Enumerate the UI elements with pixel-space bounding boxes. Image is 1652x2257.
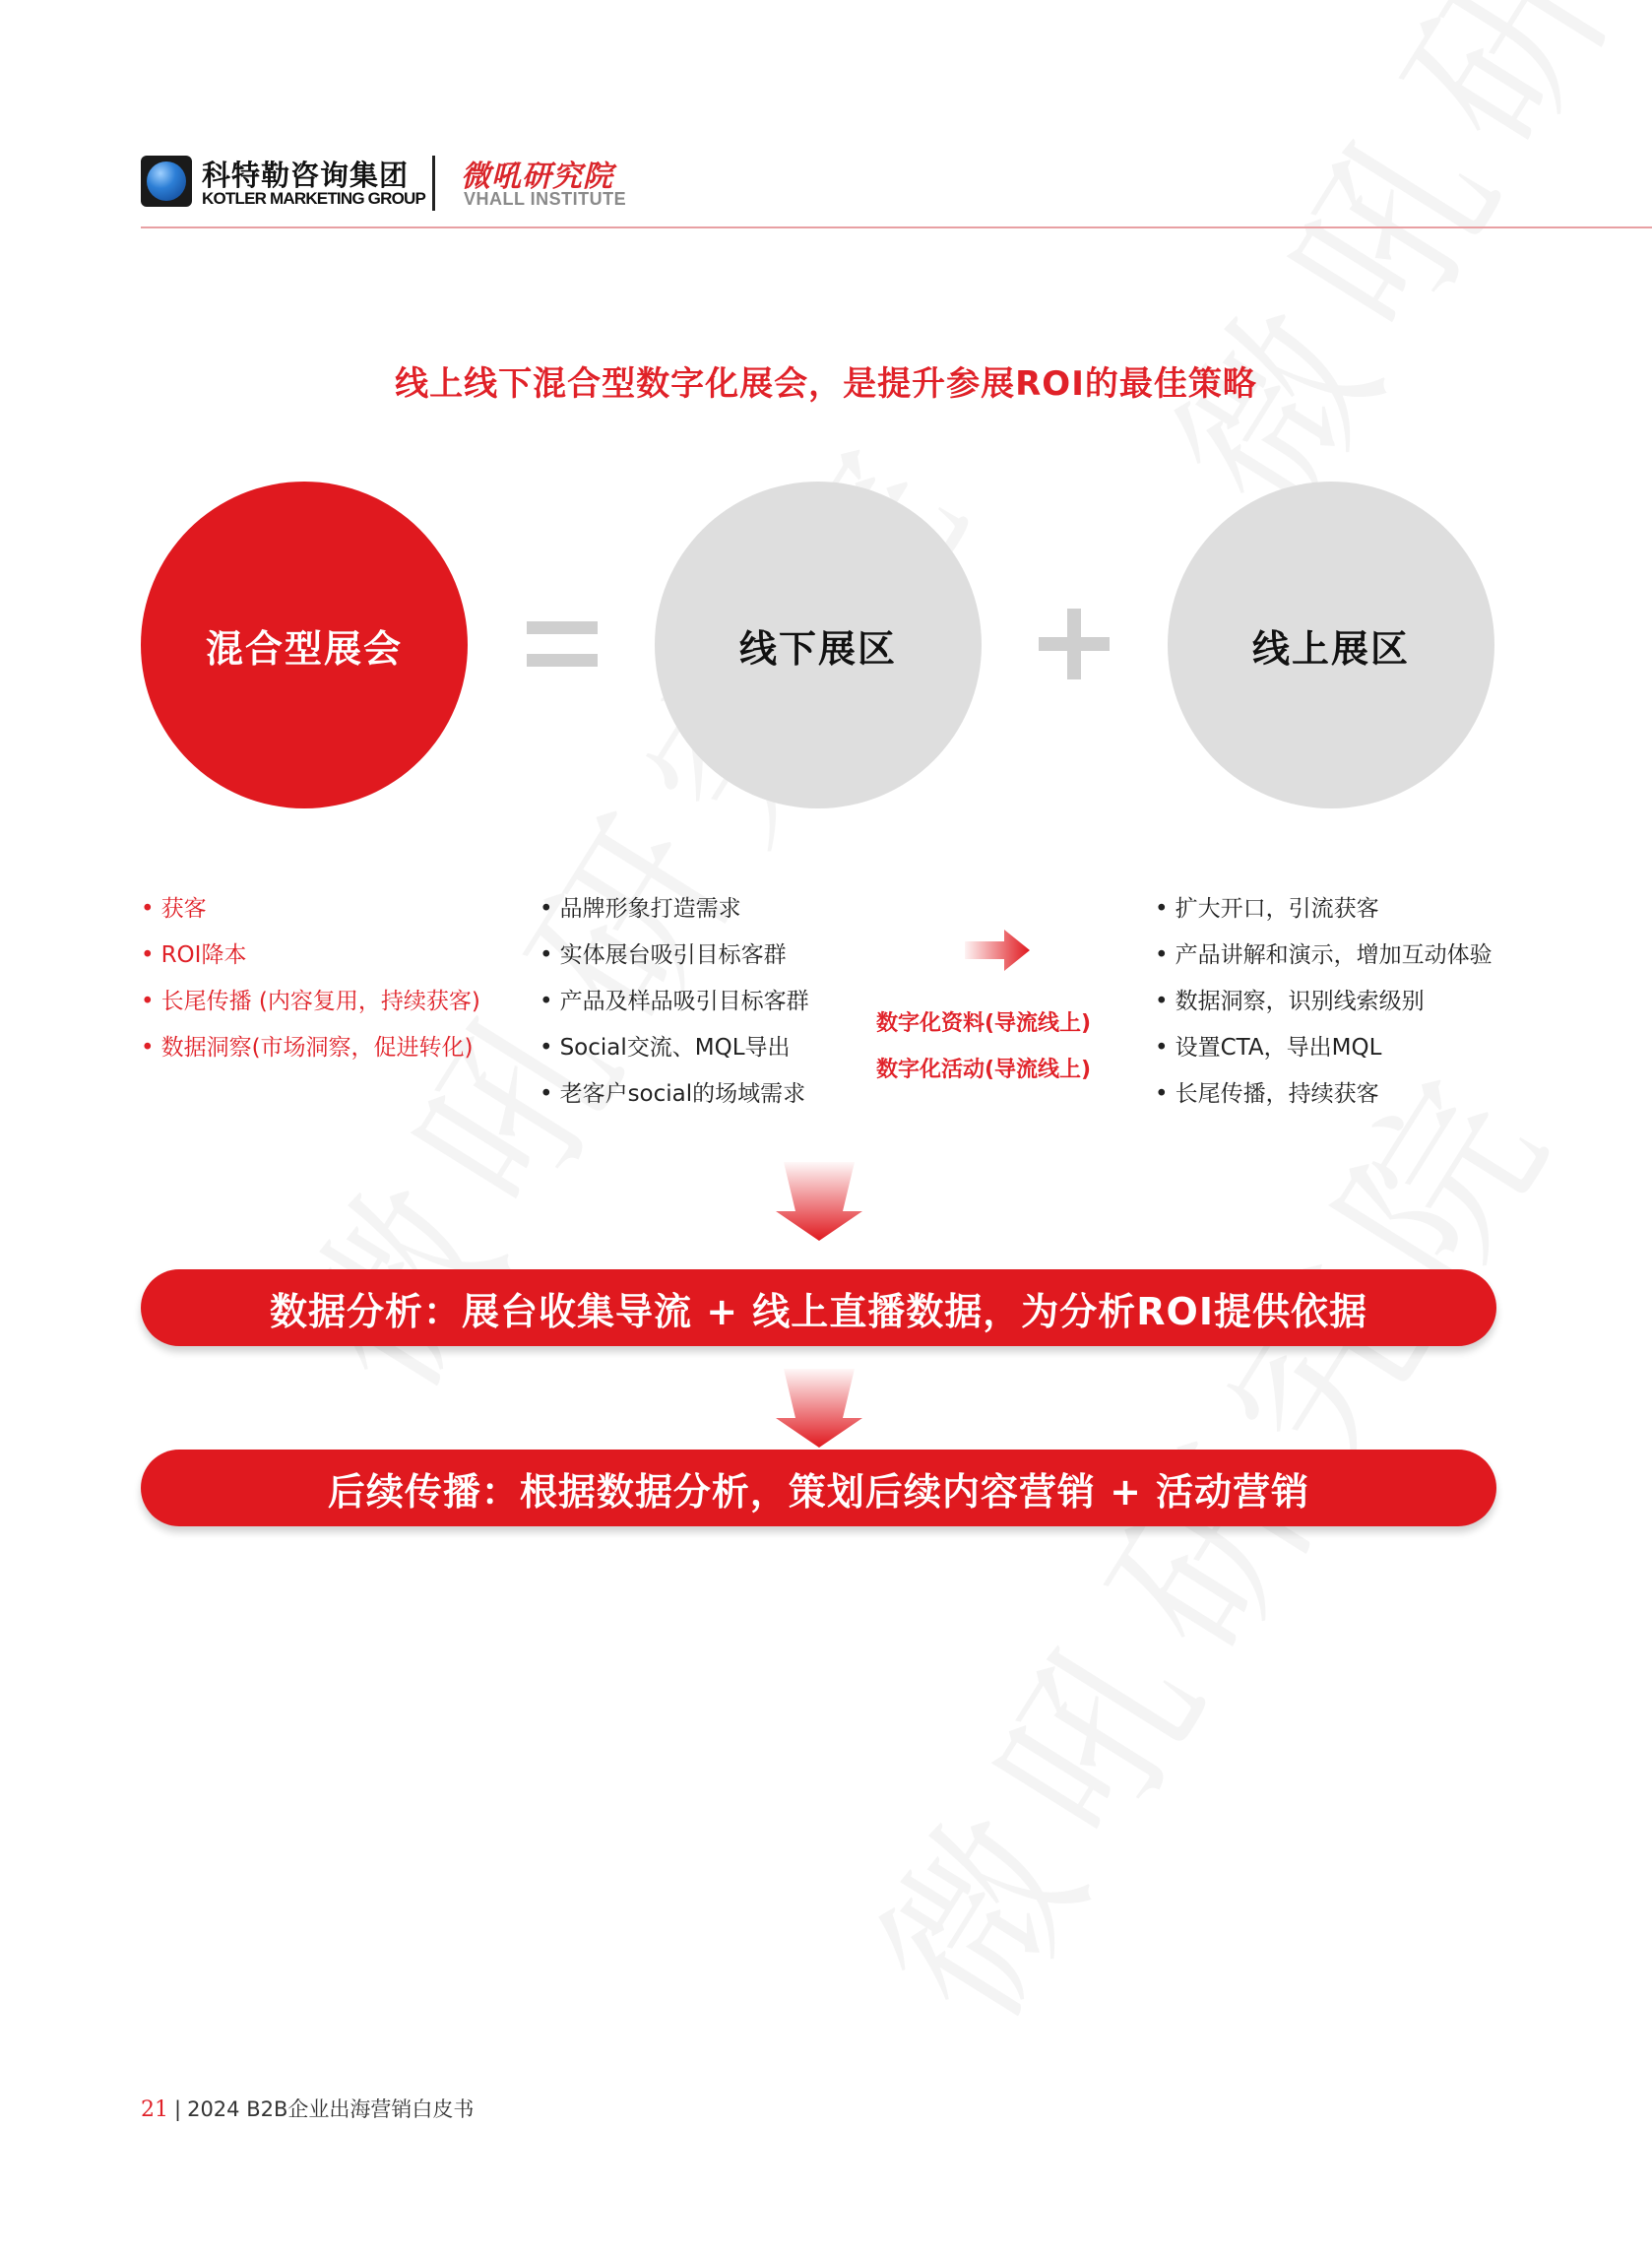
data-analysis-banner: 数据分析：展台收集导流 + 线上直播数据，为分析ROI提供依据: [141, 1269, 1496, 1346]
watermark: [807, 1001, 1609, 2063]
list-item: • 设置CTA，导出MQL: [1155, 1025, 1493, 1071]
vhall-name-cn: 微吼研究院: [461, 160, 613, 194]
vhall-name-en: VHALL INSTITUTE: [464, 189, 627, 209]
offline-items-list: [540, 886, 809, 1118]
online-items-list: [1155, 886, 1493, 1118]
list-item: • 数据洞察，识别线索级别: [1155, 979, 1493, 1025]
online-zone-circle: [1168, 482, 1494, 808]
bridge-label: 数字化活动(导流线上): [876, 1058, 1092, 1082]
list-item: • ROI降本: [141, 933, 480, 979]
page-header: [141, 148, 1652, 217]
page-title: 线上线下混合型数字化展会，是提升参展ROI的最佳策略: [395, 364, 1257, 404]
kotler-name-en: KOTLER MARKETING GROUP: [202, 189, 426, 208]
footer-separator: |: [174, 2097, 182, 2121]
page-number: 21: [141, 2097, 168, 2122]
kotler-name-cn: 科特勒咨询集团: [202, 159, 410, 192]
equals-icon: [527, 621, 598, 667]
online-zone-label: 线上展区: [1251, 626, 1410, 671]
list-item: • 获客: [141, 886, 480, 933]
list-item: • Social交流、MQL导出: [540, 1025, 809, 1071]
kotler-globe-logo-icon: [141, 156, 192, 207]
list-item: • 长尾传播 (内容复用，持续获客): [141, 979, 480, 1025]
bridge-label: 数字化资料(导流线上): [876, 1011, 1092, 1036]
header-divider: [432, 156, 435, 211]
hybrid-expo-circle: [141, 482, 468, 808]
offline-zone-circle: [655, 482, 982, 808]
watermark: [1103, 0, 1652, 556]
plus-icon: [1039, 609, 1110, 679]
right-arrow-icon: [965, 930, 1030, 971]
list-item: • 产品及样品吸引目标客群: [540, 979, 809, 1025]
header-rule: [141, 226, 1652, 228]
list-item: • 长尾传播，持续获客: [1155, 1071, 1493, 1118]
follow-up-banner: 后续传播：根据数据分析，策划后续内容营销 + 活动营销: [141, 1450, 1496, 1526]
list-item: • 扩大开口，引流获客: [1155, 886, 1493, 933]
list-item: • 数据洞察(市场洞察，促进转化): [141, 1025, 480, 1071]
list-item: • 品牌形象打造需求: [540, 886, 809, 933]
hybrid-expo-label: 混合型展会: [205, 626, 403, 671]
list-item: • 老客户social的场域需求: [540, 1071, 809, 1118]
list-item: • 产品讲解和演示，增加互动体验: [1155, 933, 1493, 979]
down-arrow-icon: [776, 1162, 862, 1241]
benefits-list: [141, 886, 480, 1071]
page-footer: [141, 2094, 474, 2123]
footer-doc-title: 2024 B2B企业出海营销白皮书: [187, 2097, 475, 2121]
offline-zone-label: 线下展区: [738, 626, 897, 671]
down-arrow-icon: [776, 1369, 862, 1448]
list-item: • 实体展台吸引目标客群: [540, 933, 809, 979]
